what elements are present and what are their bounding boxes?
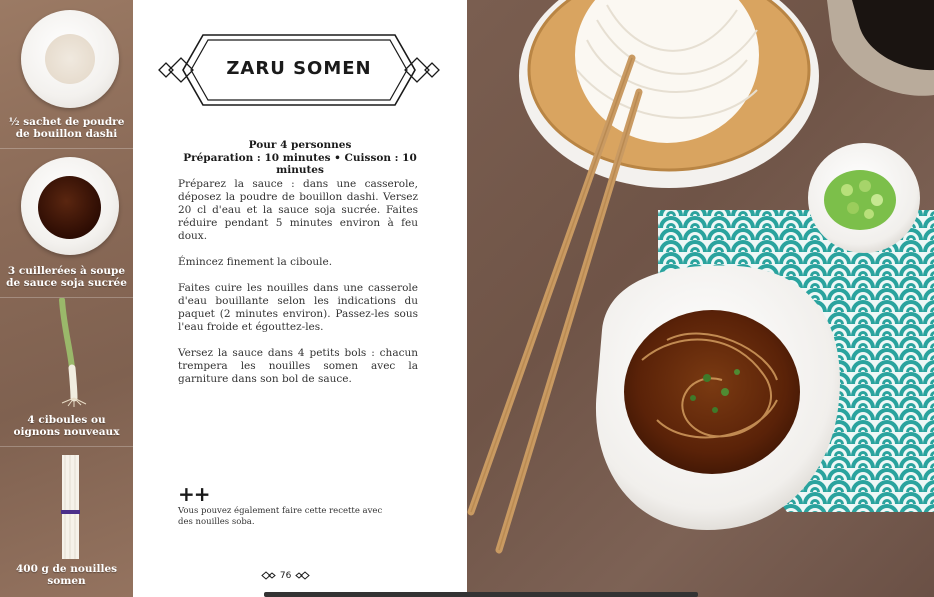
soy-sauce-dish — [827, 0, 934, 96]
page-number-value: 76 — [279, 571, 292, 581]
dish-illustration — [467, 0, 934, 597]
diamond-ornament-icon — [261, 571, 277, 580]
recipe-step: Émincez finement la ciboule. — [178, 256, 333, 268]
ingredient-soy-sauce — [0, 149, 133, 298]
page-number — [261, 571, 310, 581]
recipe-step: Préparez la sauce : dans une casserole, déposez la poudre de bouillon dashi. Versez 20 cl d'eau et la sauce soja sucrée. Faites réduire pendant 5 minutes environ à feu doux. — [178, 178, 418, 242]
ingredient-label: 400 g de nouilles somen — [15, 563, 118, 587]
plus-mark: ++ — [178, 482, 210, 506]
prep-cook-times: Préparation : 10 minutes • Cuisson : 10 minutes — [183, 152, 417, 176]
ingredient-strip — [0, 0, 133, 597]
spring-onion-icon — [0, 298, 133, 408]
recipe-steps — [178, 178, 418, 399]
dashi-powder-plate-icon — [21, 10, 119, 108]
diamond-ornament-icon — [294, 571, 310, 580]
dish-photo — [467, 0, 934, 597]
horizontal-scrollbar[interactable] — [264, 592, 698, 597]
ingredient-somen — [0, 447, 133, 595]
ingredient-dashi — [0, 0, 133, 149]
recipe-step: Faites cuire les nouilles dans une casserole d'eau bouillante selon les indications du paquet (2 minutes environ). Passez-les sous l'eau froide et égouttez-les. — [178, 282, 418, 333]
recipe-title: ZARU SOMEN — [226, 58, 372, 79]
soy-sauce-bowl-icon — [21, 157, 119, 255]
ingredient-label: ½ sachet de poudre de bouillon dashi — [8, 116, 125, 140]
servings: Pour 4 personnes — [248, 139, 352, 151]
recipe-page — [133, 0, 467, 597]
ingredient-spring-onion — [0, 298, 133, 447]
spring-onion-bowl — [808, 143, 920, 253]
recipe-step: Versez la sauce dans 4 petits bols : chacun trempera les nouilles somen avec la garniture dans son bol de sauce. — [178, 347, 418, 385]
ingredient-label: 3 cuillerées à soupe de sauce soja sucrée — [6, 265, 127, 289]
ingredient-label: 4 ciboules ou oignons nouveaux — [13, 414, 120, 438]
somen-bundle-icon — [0, 447, 133, 562]
recipe-tip: Vous pouvez également faire cette recette avec des nouilles soba. — [178, 506, 383, 527]
noodle-basket — [519, 0, 819, 188]
title-banner — [157, 30, 441, 110]
